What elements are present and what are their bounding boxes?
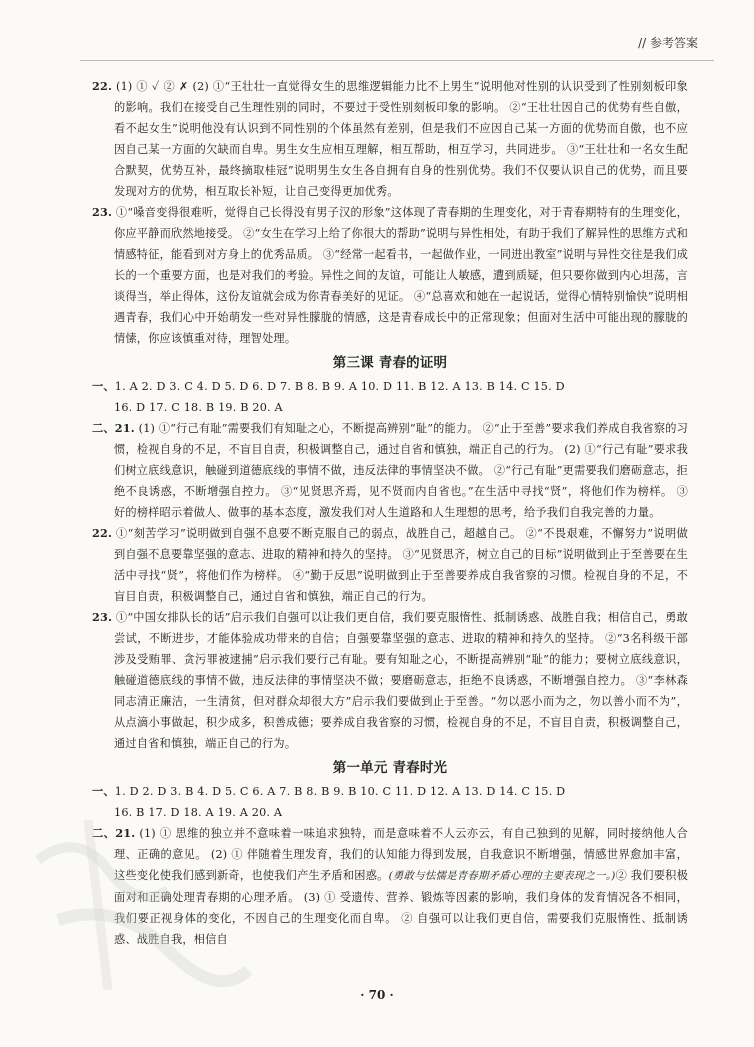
note-text: (勇敢与怯懦是青春期矛盾心理的主要表现之一。) [388, 870, 616, 882]
unit-1-title: 第一单元 青春时光 [332, 760, 448, 776]
answer-text: ①“嗓音变得很难听，觉得自己长得没有男子汉的形象”这体现了青春期的生理变化，对于青春期特有的生理变化，你应平静而欣然地接受。 ②“女生在学习上给了你很大的帮助”说明与异性相处，有助于我们了解异性的思维方式和情感特征，能看到对方身上的优秀品质。 ③“经常一起看书，一起做作业，一同进出教室”说明与异性交往是我们成长的一个重要方面，也是对我们的考验。异性之间的友谊，可能让人敏感，遭到质疑，但只要你做到内心坦荡，言谈得当，举止得体，这份友谊就会成为你青春美好的见证。 ④“总喜欢和她在一起说话，觉得心情特别愉快”说明相遇青春，我们心中开始萌发一些对异性朦胧的情感，这是青春成长中的正常现象；但面对生活中可能出现的朦胧的情愫，你应该慎重对待，理智处理。 [114, 206, 688, 345]
lesson-3-multiple-choice: 一、1. A 2. D 3. C 4. D 5. D 6. D 7. B 8. B 9. A 10. D 11. B 12. A 13. B 14. C 15. D 16. D 17. C 18. B 19. B 20. A [92, 379, 565, 414]
question-23 [92, 202, 688, 349]
question-number: 22. [92, 79, 113, 93]
unit-1-multiple-choice: 一、1. D 2. D 3. B 4. D 5. C 6. A 7. B 8. B 9. B 10. C 11. D 12. A 13. D 14. C 15. D 16. B 17. D 18. A 19. A 20. A [92, 784, 566, 819]
lesson-3-question-22: 22. ①“刻苦学习”说明做到自强不息要不断克服自己的弱点，战胜自己，超越自己。 ②“不畏艰难，不懈努力”说明做到自强不息要靠坚强的意志、进取的精神和持久的坚持。 ③“见贤思齐，树立自己的目标”说明做到止于至善要在生活中寻找“贤”，将他们作为榜样。 ④“勤于反思”说明做到止于至善要养成自我省察的习惯。检视自身的不足，不盲目自责，积极调整自己，通过自省和慎独，端正自己的行为。 [92, 526, 688, 603]
question-number: 23. [92, 205, 113, 219]
page-number: · 70 · [360, 988, 394, 1002]
header-divider [80, 60, 714, 61]
lesson-3-title: 第三课 青春的证明 [332, 355, 448, 371]
answer-content [92, 76, 688, 950]
page-header: // 参考答案 [638, 36, 698, 50]
lesson-3-question-23: 23. ①“中国女排队长的话”启示我们自强可以让我们更自信，我们要克服惰性、抵制诱惑、战胜自我；相信自己，勇敢尝试，不断进步，才能体验成功带来的自信；自强要靠坚强的意志、进取的精神和持久的坚持。 ②“3名科级干部涉及受贿罪、贪污罪被逮捕”启示我们要行己有耻。要有知耻之心，不断提高辨别“耻”的能力；要树立底线意识，触碰道德底线的事情不做，违反法律的事情坚决不做；要磨砺意志，拒绝不良诱惑，不断增强自控力。 ③“李林森同志清正廉洁，一生清贫，但对群众却很大方”启示我们要做到止于至善。“勿以恶小而为之，勿以善小而不为”，从点滴小事做起，积少成多，积善成德；要养成自我省察的习惯，检视自身的不足，不盲目自责，积极调整自己，通过自省和慎独，端正自己的行为。 [92, 610, 688, 750]
lesson-3-question-21: 二、21. (1) ①“行己有耻”需要我们有知耻之心，不断提高辨别“耻”的能力。 ②“止于至善”要求我们养成自我省察的习惯，检视自身的不足，不盲目自责，积极调整自己，通过自省和慎独，端正自己的行为。 (2) ①“行己有耻”要求我们树立底线意识，触碰到道德底线的事情不做，违反法律的事情坚决不做。 ②“行己有耻”更需要我们磨砺意志，拒绝不良诱惑，不断增强自控力。 ③“见贤思齐焉，见不贤而内自省也。”在生活中寻找“贤”，将他们作为榜样。 ③ 好的榜样昭示着做人、做事的基本态度，激发我们对人生道路和人生理想的思考，给予我们自我完善的力量。 [92, 421, 688, 519]
answer-text: (1) ① ✓ ② ✗ (2) ①“王壮壮一直觉得女生的思维逻辑能力比不上男生”说明他对性别的认识受到了性别刻板印象的影响。我们在接受自己生理性别的同时，不要过于受性别刻板印象的影响。 ②“王壮壮因自己的优势有些自傲，看不起女生”说明他没有认识到不同性别的个体虽然有差别，但是我们不应因自己某一方面的优势而自傲，也不应因自己某一方面的欠缺而自卑。男生女生应相互理解，相互帮助，相互学习，共同进步。 ③“王壮壮和一名女生配合默契，优势互补，最终摘取桂冠”说明男生女生各自拥有自身的性别优势。我们不仅要认识自己的优势，而且要发现对方的优势，相互取长补短，让自己变得更加优秀。 [114, 80, 688, 198]
unit-1-question-21: 二、21. (1) ① 思维的独立并不意味着一味追求独特，而是意味着不人云亦云，有自己独到的见解，同时接纳他人合理、正确的意见。 (2) ① 伴随着生理发育，我们的认知能力得到发展，自我意识不断增强，情感世界愈加丰富，这些变化使我们感到新奇，也使我们产生矛盾和困惑。(勇敢与怯懦是青春期矛盾心理的主要表现之一。)② 我们要积极面对和正确处理青春期的心理矛盾。 (3) ① 受遗传、营养、锻炼等因素的影响，我们身体的发育情况各不相同，我们要正视身体的变化，不因自己的生理变化而自卑。 ② 自强可以让我们更自信，需要我们克服惰性、抵制诱惑、战胜自我，相信自 [92, 826, 688, 946]
question-22 [92, 76, 688, 202]
